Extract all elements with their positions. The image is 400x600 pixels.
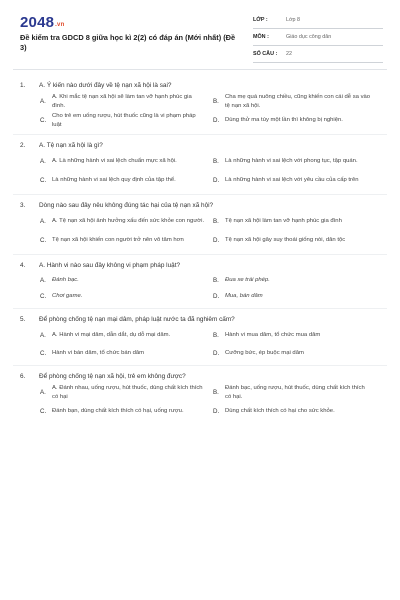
question-header (0, 78, 400, 92)
meta-row-count (253, 46, 383, 63)
meta-key: SỐ CÂU : (253, 51, 278, 57)
option-row (40, 171, 380, 190)
option-row (40, 326, 380, 345)
option-row (40, 402, 380, 421)
question-number: 5. (20, 315, 26, 323)
meta-key: MÔN : (253, 34, 269, 40)
option-letter: B. (213, 276, 219, 284)
question-number: 2. (20, 141, 26, 149)
option-row (40, 345, 380, 361)
option-letter: C. (40, 408, 47, 415)
answer-options (40, 212, 380, 250)
option-letter: B. (213, 98, 219, 105)
answer-option[interactable] (213, 176, 380, 185)
option-row (40, 212, 380, 231)
question (0, 312, 400, 361)
question-header (0, 138, 400, 152)
option-text: A. Khi mắc tệ nạn xã hội sẽ làm tan vỡ hạnh phúc gia đình. (52, 93, 192, 109)
option-letter: D. (213, 177, 220, 184)
meta-row-subject (253, 29, 383, 46)
option-letter: B. (213, 332, 219, 339)
answer-option[interactable] (213, 276, 380, 285)
answer-option[interactable] (213, 384, 380, 402)
answer-option[interactable] (213, 157, 380, 166)
logo-suffix: .vn (55, 22, 65, 28)
answer-option[interactable] (213, 407, 380, 416)
answer-option[interactable] (40, 384, 213, 402)
option-text: Dùng chất kích thích có hại cho sức khỏe. (225, 408, 335, 414)
question-header (0, 312, 400, 326)
answer-option[interactable] (40, 349, 213, 358)
answer-option[interactable] (213, 292, 380, 301)
question-header (0, 258, 400, 272)
answer-option[interactable] (213, 349, 380, 358)
meta-value: Giáo dục công dân (286, 34, 332, 40)
answer-option[interactable] (40, 157, 213, 166)
option-text: Đánh bạc. (52, 276, 79, 283)
option-letter: A. (40, 158, 46, 165)
option-text: Là những hành vi sai lệch với yêu cầu của cấp trên (225, 177, 359, 183)
option-text: Hành vi mua dâm, tổ chức mua dâm (225, 332, 321, 338)
option-text: Là những hành vi sai lệch quy định của tập thể. (52, 177, 176, 183)
question-text: A. Ý kiến nào dưới đây về tệ nạn xã hội là sai? (39, 81, 172, 89)
question-header (0, 198, 400, 212)
question (0, 138, 400, 190)
option-letter: B. (213, 389, 219, 396)
option-text: A. Tệ nạn xã hội ảnh hưởng xấu đến sức khỏe con người. (52, 218, 205, 224)
answer-option[interactable] (40, 93, 213, 111)
question-number: 6. (20, 372, 26, 380)
option-row (40, 111, 380, 130)
option-text: Cưỡng bức, ép buộc mại dâm (225, 349, 304, 356)
question-header (0, 369, 400, 383)
question-text: Dòng nào sau đây nêu không đúng tác hại của tệ nạn xã hội? (39, 201, 214, 209)
question-divider (13, 308, 387, 309)
option-row (40, 152, 380, 171)
question-divider (13, 254, 387, 255)
question-number: 3. (20, 201, 26, 209)
answer-option[interactable] (40, 236, 213, 245)
option-letter: C. (40, 292, 47, 300)
option-text: A. Đánh nhau, uống rượu, hút thuốc, dùng chất kích thích có hại (52, 384, 203, 400)
option-text: Cha mẹ quá nuông chiều, cũng khiến con cái dễ sa vào tệ nạn xã hội. (225, 93, 371, 109)
question-text: A. Tệ nạn xã hội là gì? (39, 141, 103, 149)
option-letter: A. (40, 332, 46, 339)
option-text: Là những hành vi sai lệch với phong tục, tập quán. (225, 158, 358, 164)
option-letter: C. (40, 349, 47, 357)
answer-option[interactable] (40, 292, 213, 301)
option-letter: D. (213, 117, 220, 124)
option-row (40, 92, 380, 111)
option-letter: A. (40, 218, 46, 225)
option-letter: D. (213, 292, 220, 300)
option-letter: C. (40, 177, 47, 184)
question-number: 4. (20, 261, 26, 269)
question-divider (13, 194, 387, 195)
meta-table (253, 12, 383, 63)
option-letter: D. (213, 349, 220, 357)
answer-options (40, 152, 380, 190)
header-divider (13, 69, 387, 70)
page-title: Đề kiểm tra GDCD 8 giữa học kì 2(2) có đáp án (Mới nhất) (Đề 3) (20, 33, 236, 52)
question-number: 1. (20, 81, 26, 89)
question-divider (13, 134, 387, 135)
answer-options (40, 326, 380, 361)
question-text: A. Hành vi nào sau đây không vi phạm pháp luật? (39, 261, 181, 269)
answer-option[interactable] (213, 93, 380, 111)
answer-option[interactable] (213, 236, 380, 245)
answer-options (40, 383, 380, 421)
option-text: Chơi game. (52, 292, 83, 299)
answer-option[interactable] (213, 331, 380, 340)
answer-option[interactable] (213, 116, 380, 125)
option-text: Dùng thử ma túy một lần thì không bị nghiện. (225, 117, 343, 123)
option-row (40, 288, 380, 304)
option-text: A. Là những hành vi sai lệch chuẩn mực xã hội. (52, 158, 177, 164)
option-letter: D. (213, 408, 220, 415)
meta-key: LỚP : (253, 17, 268, 23)
option-row (40, 231, 380, 250)
option-text: Tệ nạn xã hội gây suy thoái giống nòi, dân tộc (225, 237, 346, 243)
option-letter: C. (40, 237, 47, 244)
option-text: Hành vi bán dâm, tổ chức bán dâm (52, 349, 145, 356)
option-letter: C. (40, 117, 47, 124)
question (0, 369, 400, 421)
option-letter: B. (213, 158, 219, 165)
option-letter: A. (40, 276, 46, 284)
option-letter: B. (213, 218, 219, 225)
meta-row-class (253, 12, 383, 29)
option-text: Đánh bạn, dùng chất kích thích có hại, uống rượu. (52, 408, 184, 414)
answer-option[interactable] (213, 217, 380, 226)
question (0, 258, 400, 304)
question-divider (13, 365, 387, 366)
question-text: Để phòng chống tệ nạn xã hội, trẻ em không được? (39, 372, 186, 380)
question (0, 198, 400, 250)
question-text: Để phòng chống tệ nạn mại dâm, pháp luật nước ta đã nghiêm cấm? (39, 315, 235, 323)
option-text: Cho trẻ em uống rượu, hút thuốc cũng là vi phạm pháp luật (52, 112, 196, 128)
option-text: Tệ nạn xã hội làm tan vỡ hạnh phúc gia đình (225, 218, 342, 224)
option-row (40, 272, 380, 288)
answer-options (40, 92, 380, 130)
option-text: Đua xe trái phép. (225, 276, 270, 283)
answer-option[interactable] (40, 217, 213, 226)
answer-option[interactable] (40, 331, 213, 340)
option-text: Đánh bạc, uống rượu, hút thuốc, dùng chất kích thích có hại. (225, 384, 365, 400)
answer-option[interactable] (40, 176, 213, 185)
answer-option[interactable] (40, 407, 213, 416)
option-letter: A. (40, 389, 46, 396)
meta-value: 22 (286, 51, 292, 57)
option-letter: A. (40, 98, 46, 105)
question-list (0, 78, 400, 421)
site-logo[interactable] (20, 14, 64, 31)
option-row (40, 383, 380, 402)
header (0, 0, 400, 70)
option-text: A. Hành vi mại dâm, dẫn dắt, dụ dỗ mại dâm. (52, 332, 171, 338)
meta-value: Lớp 8 (286, 17, 301, 23)
answer-option[interactable] (40, 112, 213, 130)
question (0, 78, 400, 130)
answer-options (40, 272, 380, 304)
answer-option[interactable] (40, 276, 213, 285)
option-letter: D. (213, 237, 220, 244)
logo-main: 2048 (20, 14, 55, 31)
option-text: Mua, bán dâm (225, 292, 263, 299)
option-text: Tệ nạn xã hội khiến con người trở nên vô tâm hơn (52, 237, 184, 243)
